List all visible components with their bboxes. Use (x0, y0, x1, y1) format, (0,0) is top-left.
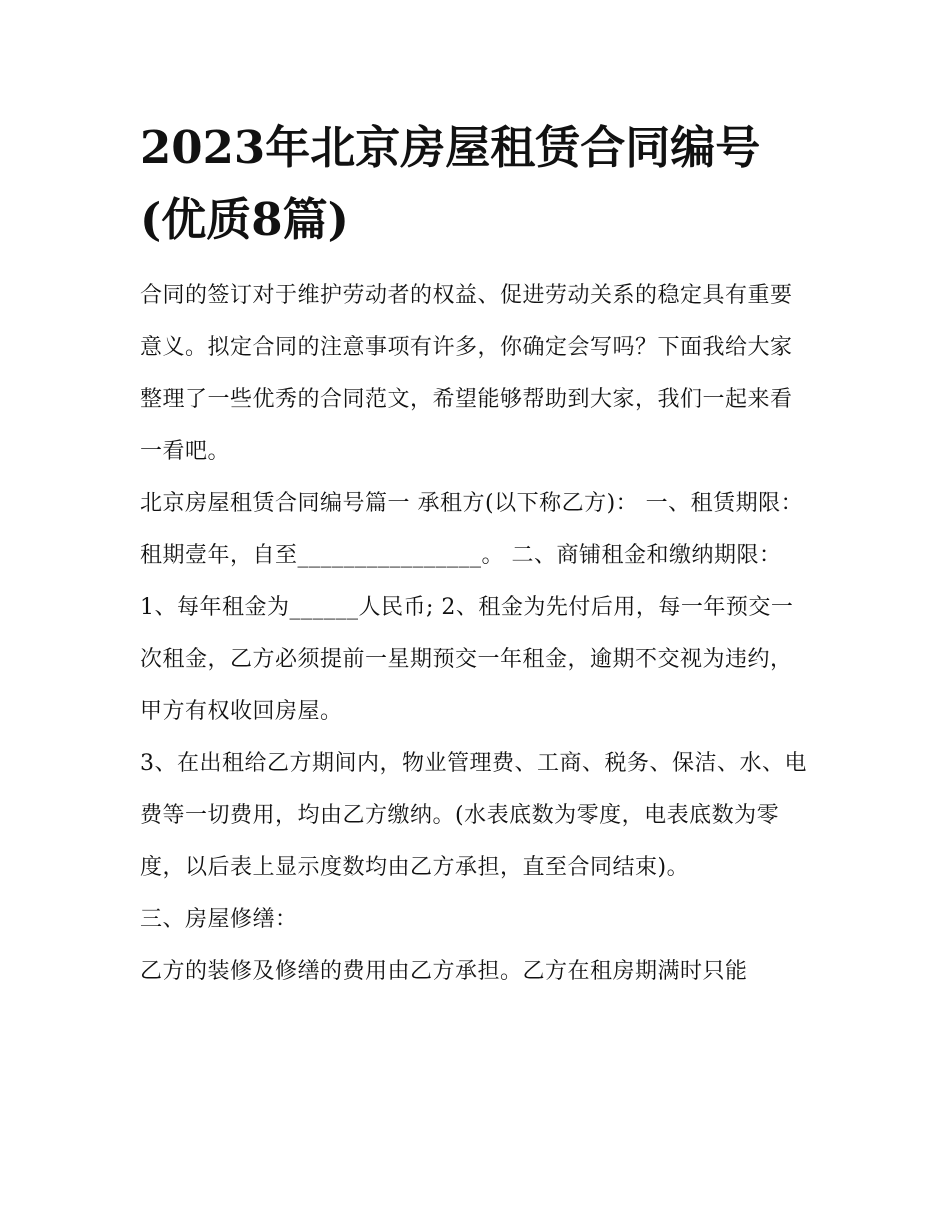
document-title: 2023年北京房屋租赁合同编号(优质8篇) (140, 121, 761, 246)
document-body (140, 270, 812, 998)
contract-paragraph: 北京房屋租赁合同编号篇一 承租方(以下称乙方)： 一、租赁期限： 租期壹年，自至________________。 二、商铺租金和缴纳期限： (140, 491, 804, 568)
contract-paragraph: 3、在出租给乙方期间内，物业管理费、工商、税务、保洁、水、电费等一切费用，均由乙方缴纳。(水表底数为零度，电表底数为零度，以后表上显示度数均由乙方承担，直至合同结束)。 (140, 751, 807, 880)
intro-paragraph: 合同的签订对于维护劳动者的权益、促进劳动关系的稳定具有重要意义。拟定合同的注意事项有许多，你确定会写吗？下面我给大家整理了一些优秀的合同范文，希望能够帮助到大家，我们一起来看一看吧。 (140, 283, 793, 464)
contract-paragraph: 乙方的装修及修缮的费用由乙方承担。乙方在租房期满时只能 (140, 959, 748, 984)
section-heading: 三、房屋修缮： (140, 907, 298, 932)
contract-paragraph: 1、每年租金为______人民币; 2、租金为先付后用，每一年预交一次租金，乙方必须提前一星期预交一年租金，逾期不交视为违约，甲方有权收回房屋。 (140, 595, 794, 724)
